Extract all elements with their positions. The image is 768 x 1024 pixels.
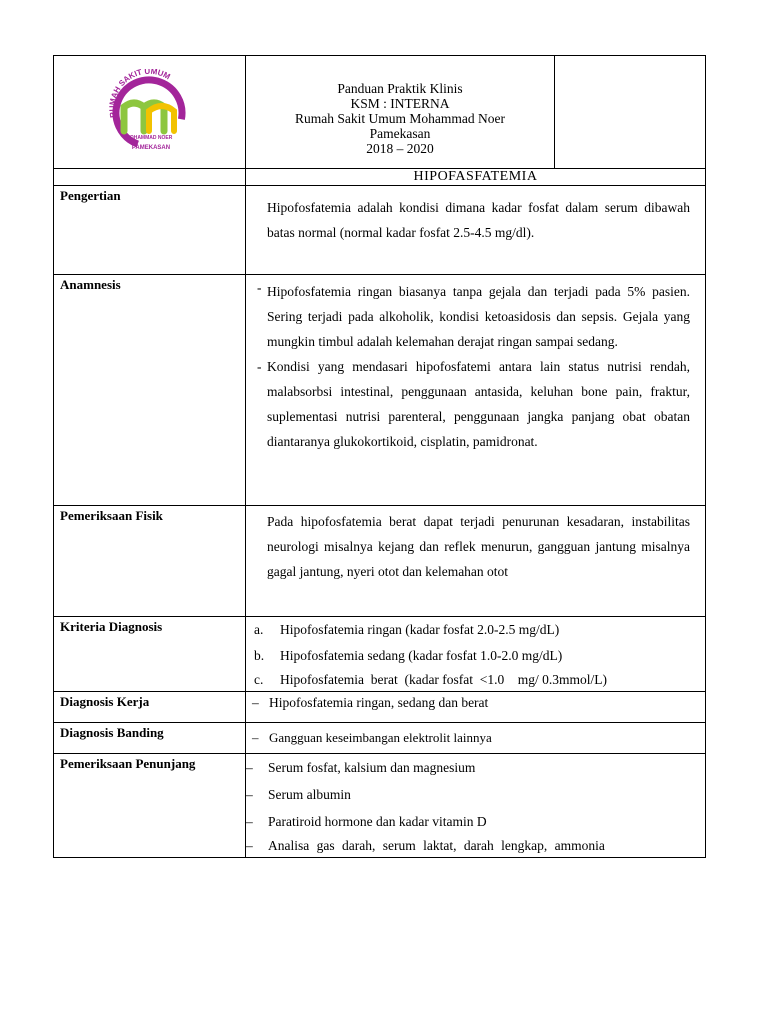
logo-text-mid: MOHAMMAD NOER [125,135,173,141]
list-marker: c. [254,672,264,687]
penunjang-item-text: Serum fosfat, kalsium dan magnesium [268,760,476,775]
kriteria-item [254,617,693,643]
anamnesis-item [246,354,705,454]
kriteria-item-text: Hipofosfatemia berat (kadar fosfat <1.0 mg/ 0.3mmol/L) [280,672,608,687]
guideline-table [53,55,706,858]
header-line-5: 2018 – 2020 [366,141,434,156]
row-penunjang [54,754,706,858]
clinical-guideline-document [53,55,705,858]
content-anamnesis [246,275,706,506]
label-anamnesis: Anamnesis [54,275,246,506]
kriteria-item [254,643,693,669]
header-line-4: Pamekasan [369,126,431,141]
header-info-cell [246,56,555,169]
header-line-2: KSM : INTERNA [350,96,450,111]
row-banding [54,723,706,754]
header-line-1: Panduan Praktik Klinis [337,81,463,96]
header-row [54,56,706,169]
row-kerja [54,692,706,723]
kriteria-item-text: Hipofosfatemia ringan (kadar fosfat 2.0-2.5 mg/dL) [280,622,560,637]
title-row [54,169,706,186]
dash-marker: – [252,730,259,745]
label-pengertian: Pengertian [54,186,246,275]
anamnesis-item [246,275,705,354]
bullet-marker: - [257,280,262,295]
kriteria-item [254,669,693,691]
bullet-marker: - [257,359,262,374]
penunjang-item-text: Analisa gas darah, serum laktat, darah lengkap, ammonia [268,838,605,853]
dash-marker: – [246,838,253,853]
content-kerja [246,692,706,723]
list-marker: a. [254,622,264,637]
content-banding [246,723,706,754]
pengertian-text: Hipofosfatemia adalah kondisi dimana kadar fosfat dalam serum dibawah batas normal (normal kadar fosfat 2.5-4.5 mg/dl). [267,200,690,240]
row-pengertian [54,186,706,275]
banding-text: Gangguan keseimbangan elektrolit lainnya [269,730,492,745]
label-kriteria: Kriteria Diagnosis [54,617,246,692]
logo-cell [54,56,246,169]
penunjang-item [246,835,693,857]
dash-marker: – [246,787,253,802]
row-kriteria [54,617,706,692]
penunjang-item [246,808,693,835]
dash-marker: – [246,814,253,829]
document-title: HIPOFASFATEMIA [246,169,706,186]
row-fisik [54,506,706,617]
dash-marker: – [246,760,253,775]
anamnesis-item-text: Hipofosfatemia ringan biasanya tanpa gejala dan terjadi pada 5% pasien. Sering terjadi pada alkoholik, kondisi ketoasidosis dan sepsis. Gejala yang mungkin timbul adalah kelemahan derajat ringan sampai sedang. [267,284,690,349]
content-kriteria [246,617,706,692]
logo-text-bottom: PAMEKASAN [131,145,171,151]
label-penunjang: Pemeriksaan Penunjang [54,754,246,858]
penunjang-item-text: Serum albumin [268,787,351,802]
penunjang-item-text: Paratiroid hormone dan kadar vitamin D [268,814,487,829]
dash-marker: – [252,695,259,710]
row-anamnesis [54,275,706,506]
penunjang-item [246,781,693,808]
kriteria-item-text: Hipofosfatemia sedang (kadar fosfat 1.0-2.0 mg/dL) [280,648,563,663]
label-fisik: Pemeriksaan Fisik [54,506,246,617]
anamnesis-item-text: Kondisi yang mendasari hipofosfatemi antara lain status nutrisi rendah, malabsorbsi intestinal, penggunaan antasida, keluhan bone pain, fraktur, suplementasi nutrisi parenteral, penggunaan jangka panjang obat obatan diantaranya glukokortikoid, cisplatin, pamidronat. [267,359,690,449]
fisik-text: Pada hipofosfatemia berat dapat terjadi penurunan kesadaran, instabilitas neurologi misalnya kejang dan reflek menurun, gangguan jantung misalnya gagal jantung, nyeri otot dan kelemahan otot [267,514,690,579]
label-kerja: Diagnosis Kerja [54,692,246,723]
title-spacer-cell [54,169,246,186]
content-penunjang [246,754,706,858]
list-marker: b. [254,648,265,663]
content-fisik [246,506,706,617]
penunjang-item [246,754,693,781]
header-right-cell [555,56,706,169]
content-pengertian [246,186,706,275]
hospital-logo-icon [104,69,194,155]
label-banding: Diagnosis Banding [54,723,246,754]
header-line-3: Rumah Sakit Umum Mohammad Noer [295,111,505,126]
logo-text-top: RUMAH SAKIT UMUM [107,69,172,119]
kerja-text: Hipofosfatemia ringan, sedang dan berat [269,695,489,710]
